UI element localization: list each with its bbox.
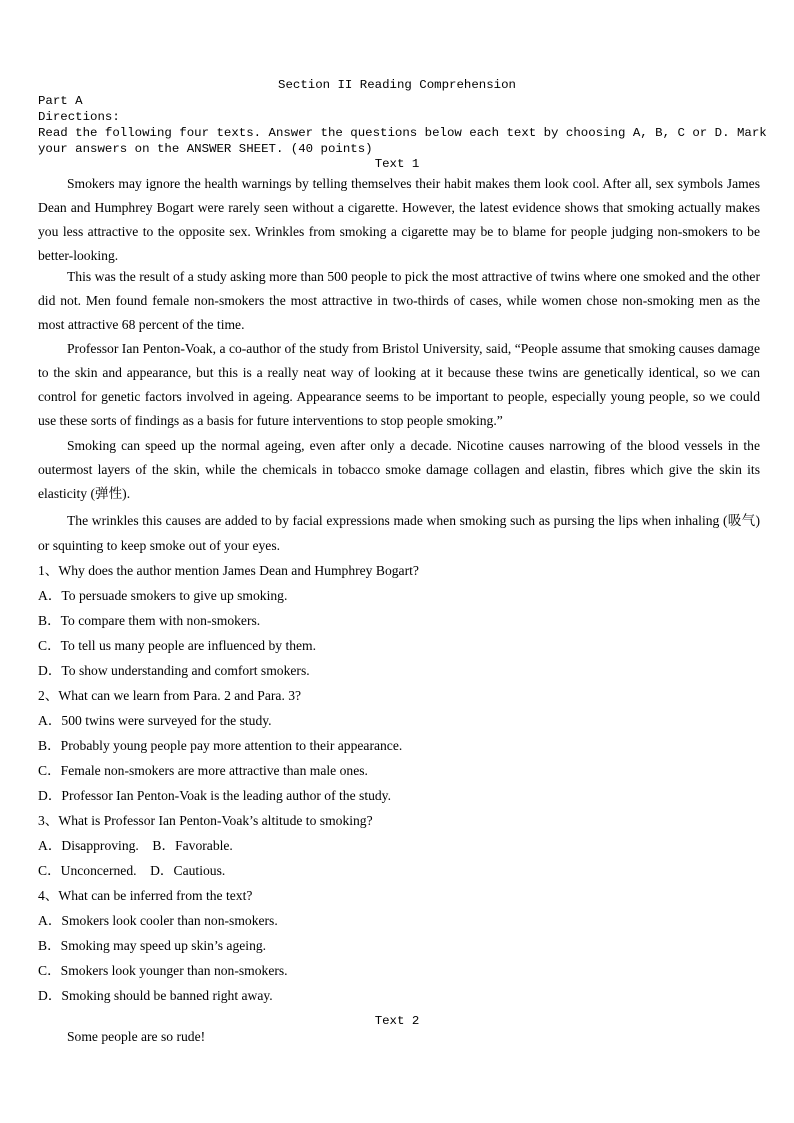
paragraph: The wrinkles this causes are added to by facial expressions made when smoking such as pursing the lips when inhaling (吸气) or squinting to keep smoke out of your eyes. bbox=[38, 513, 760, 553]
option: A．Smokers look cooler than non-smokers. bbox=[38, 913, 278, 928]
paragraph: This was the result of a study asking more than 500 people to pick the most attractive of twins where one smoked and the other did not. Men found female non-smokers the most attractive in two-thirds of cases, while women chose non-smoking men as the most attractive 68 percent of the time. bbox=[38, 269, 760, 332]
question-list bbox=[38, 558, 419, 1008]
paragraph: Some people are so rude! bbox=[67, 1029, 206, 1044]
question: 3、What is Professor Ian Penton-Voak’s altitude to smoking? bbox=[38, 813, 373, 828]
option: B．Probably young people pay more attention to their appearance. bbox=[38, 738, 403, 753]
question: 4、What can be inferred from the text? bbox=[38, 888, 253, 903]
paragraph: Smokers may ignore the health warnings by telling themselves their habit makes them look cool. After all, sex symbols James Dean and Humphrey Bogart were rarely seen without a cigarette. However, the latest evidence shows that smoking actually makes you less attractive to the opposite sex. Wrinkles from smoking a cigarette may be to blame for people judging non-smokers to be better-looking. bbox=[38, 176, 760, 263]
option: C．Female non-smokers are more attractive than male ones. bbox=[38, 763, 368, 778]
text2-title: Text 2 bbox=[374, 1014, 420, 1028]
section-title: Section II Reading Comprehension bbox=[278, 78, 516, 92]
option: A．To persuade smokers to give up smoking. bbox=[38, 588, 288, 603]
option: C．Unconcerned. D．Cautious. bbox=[38, 863, 226, 878]
paragraph: Professor Ian Penton-Voak, a co-author of the study from Bristol University, said, “People assume that smoking causes damage to the skin and appearance, but this is a really neat way of looking at it because these twins are genetically identical, so we can control for genetic factors involved in ageing. Appearance seems to be important to people, especially young people, so we could use these sorts of findings as a basis for future interventions to stop people smoking.” bbox=[38, 341, 760, 428]
option: A．Disapproving. B．Favorable. bbox=[38, 838, 233, 853]
option: D．Smoking should be banned right away. bbox=[38, 988, 273, 1003]
directions-text: your answers on the ANSWER SHEET. (40 points) bbox=[38, 142, 373, 156]
part-label: Part A bbox=[38, 94, 83, 108]
paragraph: Smoking can speed up the normal ageing, even after only a decade. Nicotine causes narrowing of the blood vessels in the outermost layers of the skin, while the chemicals in tobacco smoke damage collagen and elastin, fibres which give the skin its elasticity (弹性). bbox=[38, 438, 760, 501]
directions-text: Read the following four texts. Answer the questions below each text by choosing A, B, C or D. Mark bbox=[38, 126, 767, 140]
option: D．Professor Ian Penton-Voak is the leading author of the study. bbox=[38, 788, 391, 803]
text1-title: Text 1 bbox=[374, 157, 420, 171]
option: A．500 twins were surveyed for the study. bbox=[38, 713, 272, 728]
option: D．To show understanding and comfort smokers. bbox=[38, 663, 310, 678]
option: C．Smokers look younger than non-smokers. bbox=[38, 963, 288, 978]
question: 2、What can we learn from Para. 2 and Para. 3? bbox=[38, 688, 302, 703]
option: C．To tell us many people are influenced by them. bbox=[38, 638, 317, 653]
question: 1、Why does the author mention James Dean and Humphrey Bogart? bbox=[38, 563, 419, 578]
directions-label: Directions: bbox=[38, 110, 120, 124]
option: B．To compare them with non-smokers. bbox=[38, 613, 261, 628]
option: B．Smoking may speed up skin’s ageing. bbox=[38, 938, 267, 953]
